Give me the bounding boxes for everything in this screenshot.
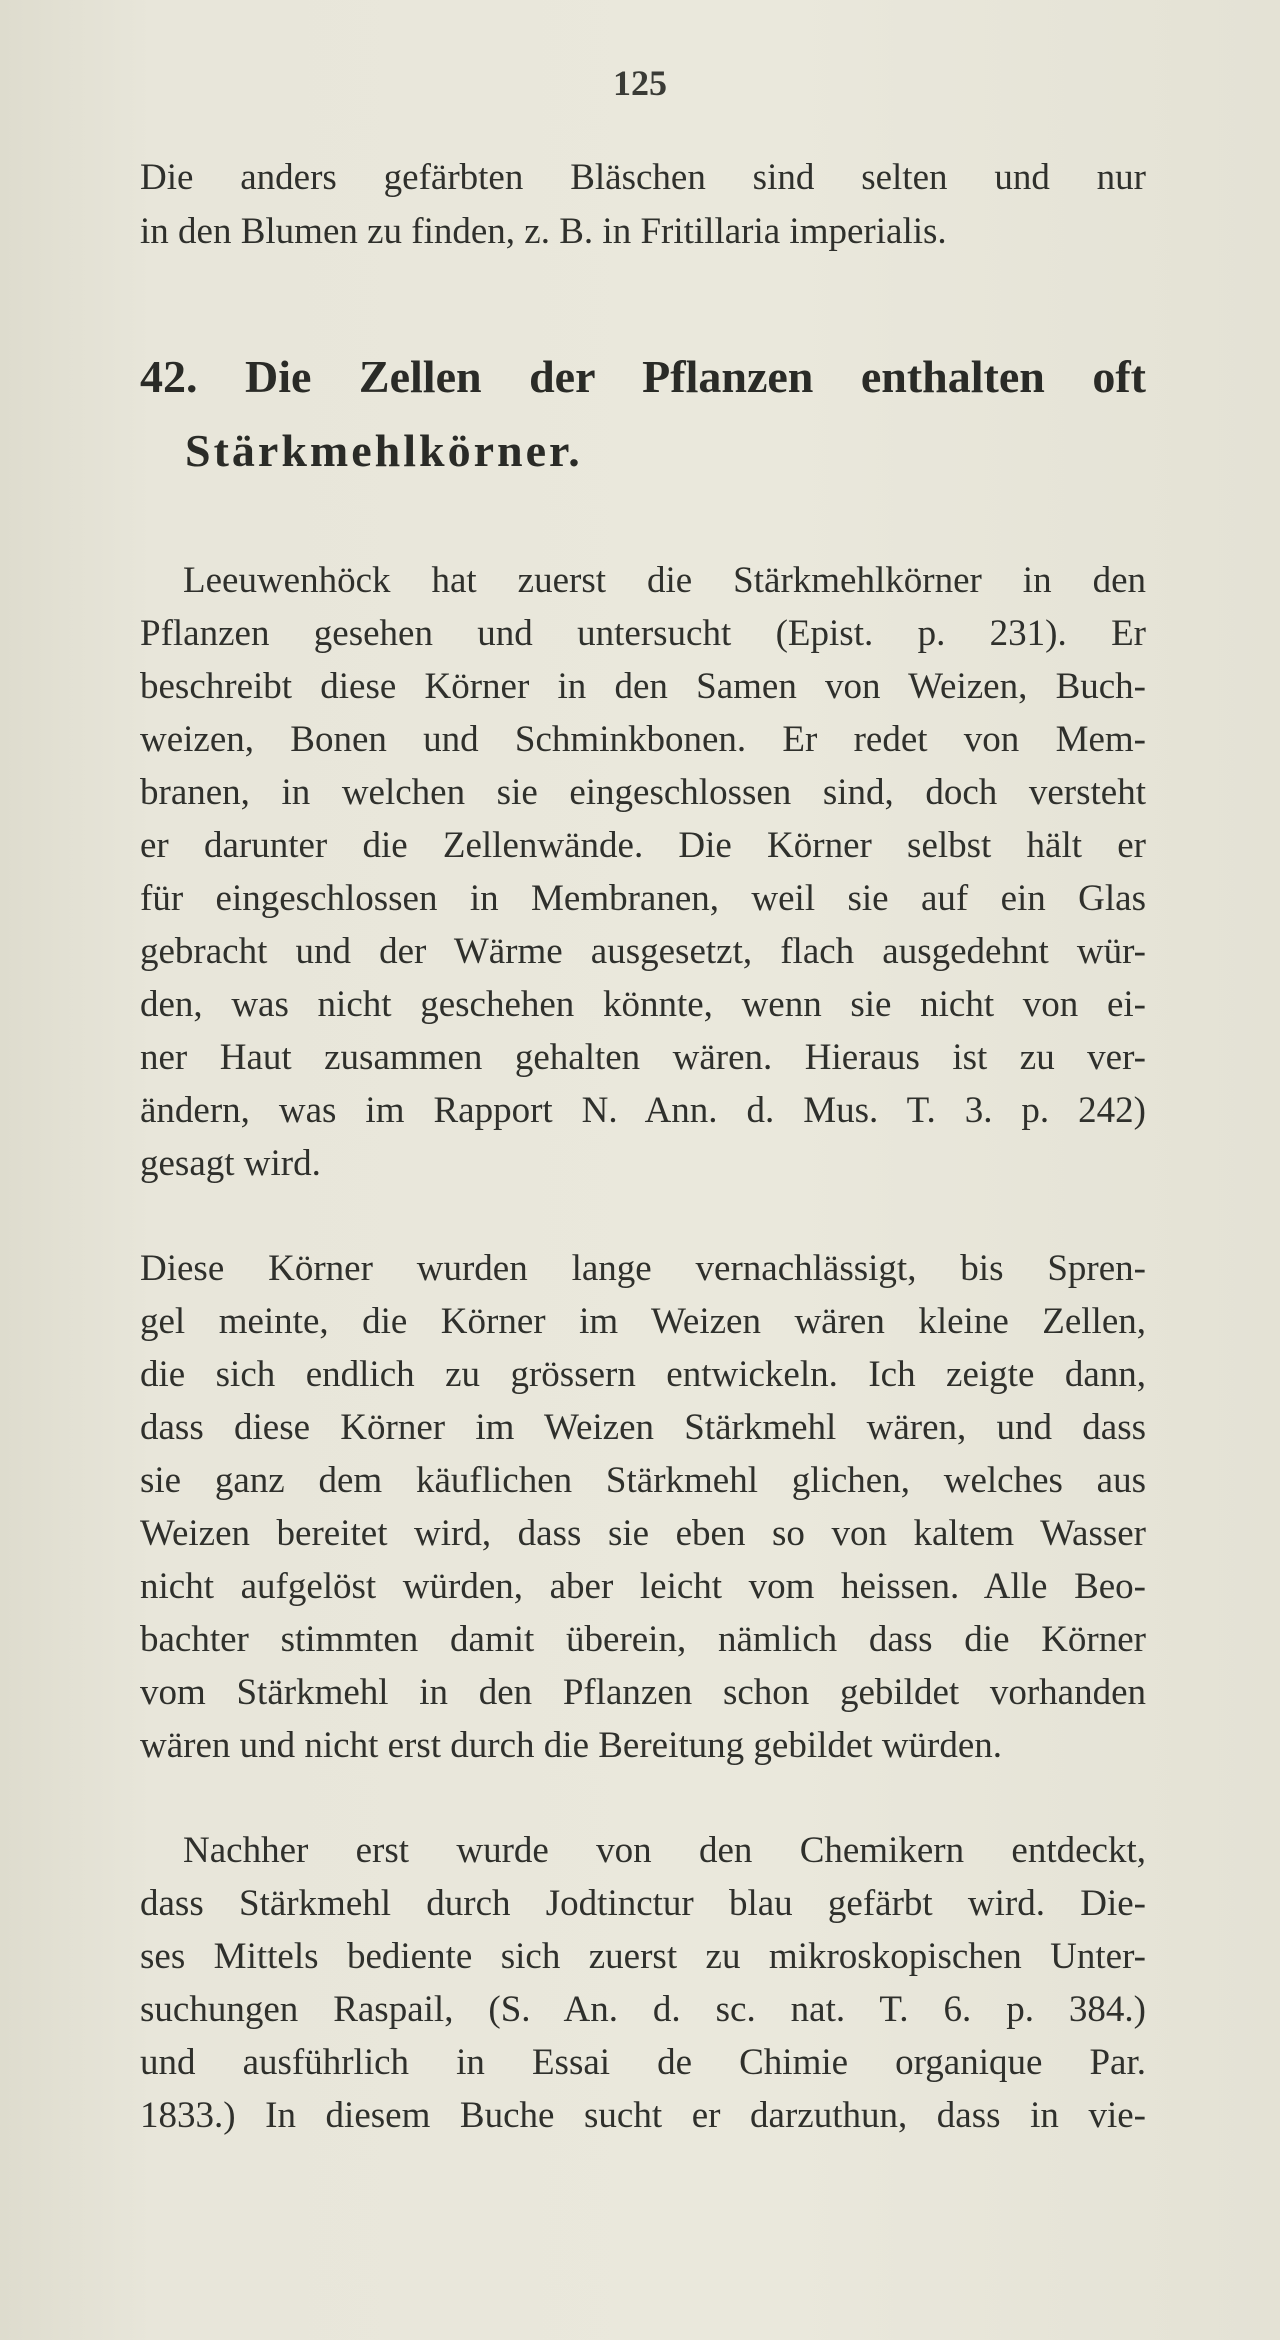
paragraph-line: 1833.) In diesem Buche sucht er darzuthun, dass in vie- [140,2095,1146,2136]
paragraph-line: ändern, was im Rapport N. Ann. d. Mus. T. 3. p. 242) [140,1090,1146,1131]
paragraph-line: dass Stärkmehl durch Jodtinctur blau gefärbt wird. Die- [140,1883,1146,1924]
paragraph-line: die sich endlich zu grössern entwickeln. Ich zeigte dann, [140,1354,1146,1395]
paragraph-line: beschreibt diese Körner in den Samen von Weizen, Buch- [140,666,1146,707]
paragraph-line: gel meinte, die Körner im Weizen wären kleine Zellen, [140,1301,1146,1342]
section-heading: 42. Die Zellen der Pflanzen enthalten oft [140,351,1146,402]
page-number: 125 [613,63,667,103]
section-heading-continued: Stärkmehlkörner. [185,425,583,476]
paragraph-line: bachter stimmten damit überein, nämlich dass die Körner [140,1619,1146,1660]
paragraph-line: nicht aufgelöst würden, aber leicht vom heissen. Alle Beo- [140,1566,1146,1607]
paragraph-line: sie ganz dem käuflichen Stärkmehl glichen, welches aus [140,1460,1146,1501]
paragraph-line: dass diese Körner im Weizen Stärkmehl wären, und dass [140,1407,1146,1448]
intro-line: in den Blumen zu finden, z. B. in Fritillaria imperialis. [140,211,947,252]
paragraph-line: gebracht und der Wärme ausgesetzt, flach ausgedehnt wür- [140,931,1146,972]
paragraph-line: Weizen bereitet wird, dass sie eben so von kaltem Wasser [140,1513,1146,1554]
intro-line: Die anders gefärbten Bläschen sind selten und nur [140,157,1146,198]
paragraph-line: weizen, Bonen und Schminkbonen. Er redet von Mem- [140,719,1146,760]
paragraph-line: suchungen Raspail, (S. An. d. sc. nat. T. 6. p. 384.) [140,1989,1146,2030]
paragraph-line: Pflanzen gesehen und untersucht (Epist. p. 231). Er [140,613,1146,654]
paragraph-line: für eingeschlossen in Membranen, weil sie auf ein Glas [140,878,1146,919]
paragraph-line: gesagt wird. [140,1143,321,1184]
paragraph-line: Diese Körner wurden lange vernachlässigt, bis Spren- [140,1248,1146,1289]
paragraph-line: ses Mittels bediente sich zuerst zu mikroskopischen Unter- [140,1936,1146,1977]
paragraph-line: ner Haut zusammen gehalten wären. Hieraus ist zu ver- [140,1037,1146,1078]
paragraph-line: Nachher erst wurde von den Chemikern entdeckt, [183,1830,1146,1871]
paragraph-line: vom Stärkmehl in den Pflanzen schon gebildet vorhanden [140,1672,1146,1713]
paragraph-line: wären und nicht erst durch die Bereitung gebildet würden. [140,1725,1003,1766]
paragraph-line: branen, in welchen sie eingeschlossen sind, doch versteht [140,772,1146,813]
paragraph-line: er darunter die Zellenwände. Die Körner selbst hält er [140,825,1146,866]
paragraph-line: den, was nicht geschehen könnte, wenn sie nicht von ei- [140,984,1146,1025]
paragraph-line: und ausführlich in Essai de Chimie organique Par. [140,2042,1146,2083]
paragraph-line: Leeuwenhöck hat zuerst die Stärkmehlkörner in den [183,560,1146,601]
